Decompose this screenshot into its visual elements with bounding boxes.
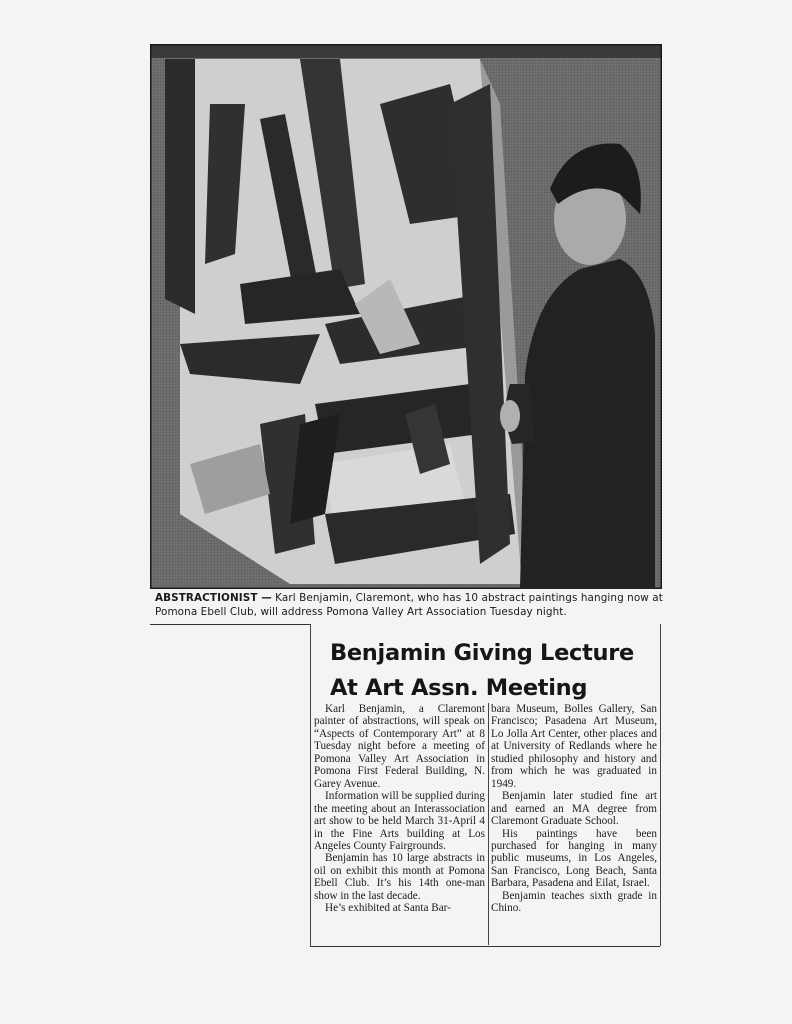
article-right-border: [660, 624, 661, 946]
article-left-border: [310, 624, 311, 946]
caption-rule: [150, 624, 310, 625]
paragraph: He’s exhibited at Santa Bar-: [325, 902, 451, 915]
headline-line-2: At Art Assn. Meeting: [330, 675, 588, 701]
paragraph: Benjamin teaches sixth grade in Chino.: [491, 889, 657, 915]
article-column-1: [314, 703, 485, 915]
paragraph: His paintings have been purchased for hanging in many public museums, in Los Angeles, San Francisco, Long Beach, Santa Barbara, Pasadena and Eilat, Israel.: [491, 827, 657, 890]
article-bottom-rule: [310, 946, 660, 947]
article-column-2: [491, 703, 657, 915]
painting-and-man-icon: [150, 44, 662, 589]
caption-label: ABSTRACTIONIST —: [155, 592, 272, 604]
article-headline: [330, 636, 660, 706]
paragraph: Benjamin has 10 large abstracts in oil on exhibit this month at Pomona Ebell Club. It’s his 14th one-man show in the last decade.: [314, 852, 485, 902]
photo-caption: [155, 592, 663, 619]
headline-line-1: Benjamin Giving Lecture: [330, 640, 635, 666]
paragraph: Benjamin later studied fine art and earned an MA degree from Claremont Graduate School.: [491, 790, 657, 828]
column-divider: [488, 703, 489, 945]
paragraph: Karl Benjamin, a Claremont painter of abstractions, will speak on “Aspects of Contemporary Art” at 8 Tuesday night before a meeting of Pomona Valley Art Association in Pomona First Federal Building, N. Garey Avenue.: [314, 703, 485, 790]
news-photo: [150, 44, 662, 589]
paragraph: Information will be supplied during the meeting about an Interassociation art show to be held March 31-April 4 in the Fine Arts building at Los Angeles County Fairgrounds.: [314, 790, 485, 852]
caption-text: Karl Benjamin, Claremont, who has 10 abstract paintings hanging now at Pomona Ebell Club, will address Pomona Valley Art Association Tuesday night.: [155, 592, 663, 618]
paragraph: bara Museum, Bolles Gallery, San Francisco; Pasadena Art Museum, Lo Jolla Art Center, other places and at University of Redlands where he studied philosophy and history and from which he was graduated in 1949.: [491, 703, 657, 790]
